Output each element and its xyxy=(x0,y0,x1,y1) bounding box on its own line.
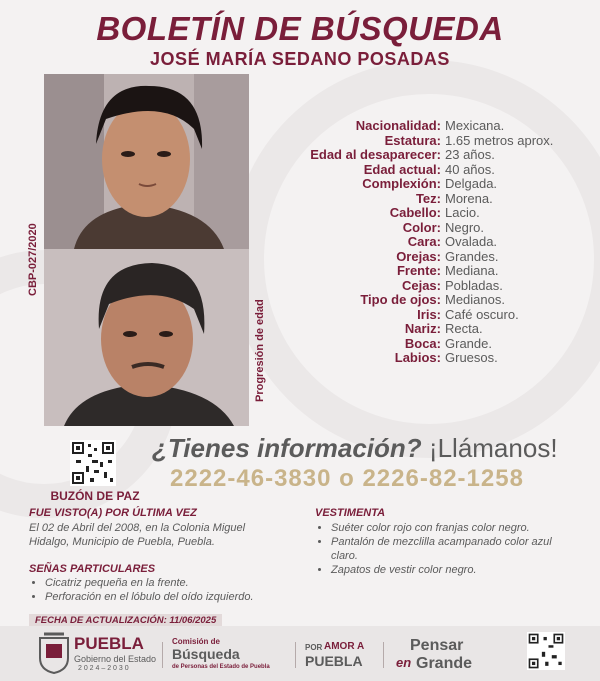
buzon-de-paz-label: BUZÓN DE PAZ xyxy=(50,489,140,503)
attribute-row xyxy=(268,279,588,294)
marks-list xyxy=(29,576,309,604)
footer-busqueda-sub: de Personas del Estado de Puebla xyxy=(172,664,270,670)
info-question xyxy=(152,433,558,464)
attribute-value: Negro. xyxy=(445,219,485,235)
photo-age-progression xyxy=(44,249,249,426)
qr-code[interactable] xyxy=(70,440,116,486)
footer-years: 2 0 2 4 – 2 0 3 0 xyxy=(78,665,129,672)
attribute-label: Cara: xyxy=(407,234,441,249)
attribute-row xyxy=(268,134,588,149)
attribute-row xyxy=(268,308,588,323)
attribute-value: Gruesos. xyxy=(445,350,498,365)
attribute-row xyxy=(268,351,588,366)
attribute-row xyxy=(268,177,588,192)
divider xyxy=(162,642,163,668)
footer-busqueda: Búsqueda xyxy=(172,646,240,662)
attribute-row xyxy=(268,337,588,352)
list-item: • Cicatriz pequeña en la frente. xyxy=(45,576,309,590)
footer-grande: Grande xyxy=(416,655,473,672)
last-seen-text: El 02 de Abril del 2008, en la Colonia Miguel Hidalgo, Municipio de Puebla, Puebla. xyxy=(29,522,246,548)
attribute-row xyxy=(268,264,588,279)
phone-numbers[interactable]: 2222-46-3830 o 2226-82-1258 xyxy=(170,465,524,492)
footer-gobierno: Gobierno del Estado xyxy=(74,654,157,664)
attribute-row xyxy=(268,221,588,236)
divider xyxy=(295,642,296,668)
attribute-label: Frente: xyxy=(396,263,441,278)
divider xyxy=(383,642,384,668)
list-item: • Zapatos de vestir color negro. xyxy=(331,563,580,577)
attribute-value: Medianos. xyxy=(445,292,505,307)
attribute-value: Ovalada. xyxy=(445,234,498,249)
attribute-label: Nacionalidad: xyxy=(355,118,441,133)
attribute-label: Complexión: xyxy=(362,176,441,191)
footer-comision: Comisión de xyxy=(172,637,221,646)
list-item: • Perforación en el lóbulo del oído izquierdo. xyxy=(45,590,309,604)
attribute-value: Mediana. xyxy=(445,263,499,278)
clothing-heading: VESTIMENTA xyxy=(315,507,386,519)
attribute-value: Café oscuro. xyxy=(445,306,519,322)
attribute-label: Tez: xyxy=(415,190,441,206)
footer-puebla2: PUEBLA xyxy=(305,653,363,669)
attribute-value: 40 años. xyxy=(445,161,495,177)
attribute-value: Grandes. xyxy=(445,248,499,264)
attribute-value: 23 años. xyxy=(445,147,495,162)
marks-heading: SEÑAS PARTICULARES xyxy=(29,563,156,575)
footer-por: POR xyxy=(305,643,323,652)
attribute-row xyxy=(268,163,588,178)
list-item: • Pantalón de mezclilla acampanado color azul claro. xyxy=(331,535,580,563)
age-progression-label: Progresión de edad xyxy=(254,299,266,402)
puebla-crest-icon xyxy=(38,632,70,674)
call-text: ¡Llámanos! xyxy=(428,433,558,463)
attribute-value: Lacio. xyxy=(445,205,480,220)
attribute-label: Labios: xyxy=(394,350,441,365)
attribute-label: Edad al desaparecer: xyxy=(310,147,441,162)
person-name: JOSÉ MARÍA SEDANO POSADAS xyxy=(150,49,450,69)
footer-pensar: Pensar xyxy=(410,637,464,654)
attribute-label: Iris: xyxy=(417,306,441,322)
list-item: • Suéter color rojo con franjas color negro. xyxy=(331,521,580,535)
attribute-label: Cejas: xyxy=(401,277,441,293)
case-id: CBP-027/2020 xyxy=(27,223,39,296)
attribute-label: Nariz: xyxy=(404,321,441,336)
attribute-row xyxy=(268,322,588,337)
attribute-value: Pobladas. xyxy=(445,277,503,293)
attribute-value: Morena. xyxy=(445,190,493,206)
attribute-row xyxy=(268,119,588,134)
attribute-value: 1.65 metros aprox. xyxy=(445,132,554,148)
bulletin-title: BOLETÍN DE BÚSQUEDA xyxy=(96,10,504,47)
footer-amora: AMOR A xyxy=(324,641,365,652)
attribute-label: Estatura: xyxy=(384,132,441,148)
attribute-value: Delgada. xyxy=(445,176,498,191)
attribute-label: Tipo de ojos: xyxy=(360,292,441,307)
attribute-row xyxy=(268,206,588,221)
attribute-row xyxy=(268,192,588,207)
attributes-list xyxy=(268,119,588,366)
last-seen-heading: FUE VISTO(A) POR ÚLTIMA VEZ xyxy=(29,507,197,519)
footer-puebla: PUEBLA xyxy=(74,634,144,653)
footer-qr-code[interactable] xyxy=(527,632,565,670)
attribute-label: Cabello: xyxy=(389,205,441,220)
attribute-label: Orejas: xyxy=(396,248,441,264)
attribute-value: Grande. xyxy=(445,335,492,351)
attribute-label: Color: xyxy=(402,219,441,235)
clothing-list xyxy=(315,521,580,577)
photo-original xyxy=(44,74,249,249)
attribute-row xyxy=(268,293,588,308)
footer-en: en xyxy=(396,655,412,670)
question-text: ¿Tienes información? xyxy=(152,433,422,463)
attribute-value: Recta. xyxy=(445,321,483,336)
attribute-row xyxy=(268,235,588,250)
attribute-row xyxy=(268,148,588,163)
attribute-label: Edad actual: xyxy=(363,161,441,177)
attribute-label: Boca: xyxy=(404,335,441,351)
update-date: FECHA DE ACTUALIZACIÓN: 11/06/2025 xyxy=(29,614,222,627)
attribute-row xyxy=(268,250,588,265)
attribute-value: Mexicana. xyxy=(445,118,505,133)
